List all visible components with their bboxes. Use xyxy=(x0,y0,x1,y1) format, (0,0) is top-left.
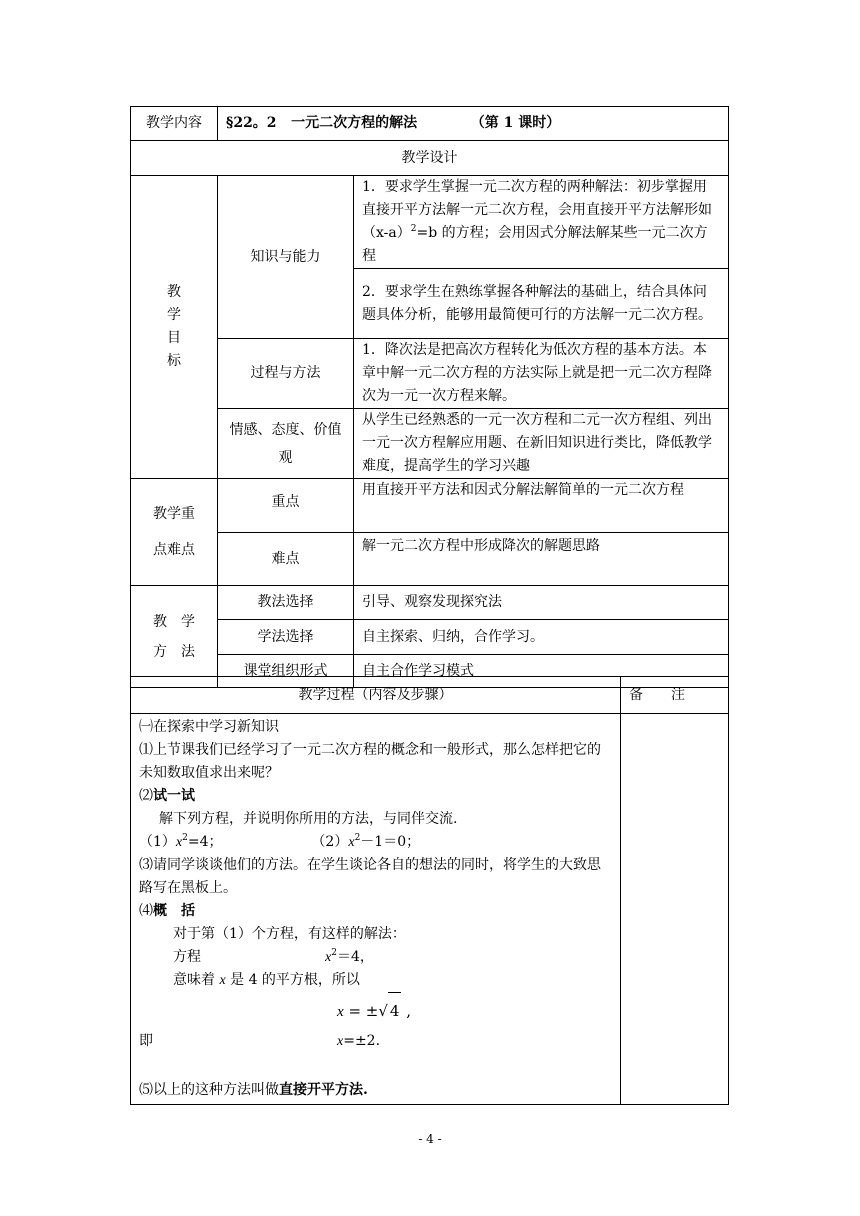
method-value-3: 自主合作学习模式 xyxy=(354,655,729,688)
process-header-row xyxy=(131,677,729,714)
method-value-1: 引导、观察发现探究法 xyxy=(354,586,729,620)
focus-text: 用直接开平方法和因式分解法解简单的一元二次方程 xyxy=(354,479,729,533)
key-points-label: 教学重 点难点 xyxy=(131,479,218,586)
meaning-line: 意味着 x 是 4 的平方根，所以 xyxy=(173,972,360,988)
method-label-2: 学法选择 xyxy=(218,620,354,655)
attitude-text: 从学生已经熟悉的一元一次方程和二元一次方程组、列出一元一次方程解应用题、在新旧知识进行类比，降低教学难度，提高学生的学习兴趣 xyxy=(354,409,729,479)
process-content xyxy=(131,714,621,1105)
equation-statement: 方程 $x^2=4$， xyxy=(173,948,374,965)
notes-cell xyxy=(621,714,729,1105)
focus-row xyxy=(131,479,729,533)
knowledge-row-1 xyxy=(131,176,729,269)
learning-method-row xyxy=(131,620,729,655)
method-label-1: 教法选择 xyxy=(218,586,354,620)
step-1: ㈠在探索中学习新知识 xyxy=(139,719,279,735)
header-row xyxy=(131,107,729,141)
sqrt-equation: x = ±√ 4 , xyxy=(139,992,612,1030)
lesson-plan-table xyxy=(130,106,729,688)
design-row xyxy=(131,141,729,176)
process-body-row xyxy=(131,714,729,1105)
summary-intro: 对于第（1）个方程，有这样的解法： xyxy=(173,926,406,942)
attitude-row xyxy=(131,409,729,479)
step-6: ⑸以上的这种方法叫做直接开平方法. xyxy=(139,1082,368,1098)
lesson-title xyxy=(218,107,729,141)
process-goal-row xyxy=(131,339,729,409)
knowledge-item-1: 1．要求学生掌握一元二次方程的两种解法：初步掌握用直接开平方法解一元二次方程，会用直接开平方法解形如$(x-a)^2=b$ 的方程；会用因式分解法解某些一元二次方程 xyxy=(354,176,729,269)
equations-line: $(1)x^2=4$； $(2)x^2-1=0$； xyxy=(139,833,421,850)
result-line: 即 x=±2. xyxy=(139,1033,381,1049)
step-5: ⑷概 括 xyxy=(139,903,195,919)
goals-label: 教 学 目 标 xyxy=(131,176,218,479)
focus-label: 重点 xyxy=(218,479,354,533)
spacer xyxy=(139,1053,612,1079)
design-heading: 教学设计 xyxy=(131,141,729,176)
teaching-method-row xyxy=(131,586,729,620)
process-table xyxy=(130,676,729,1105)
difficulty-text: 解一元二次方程中形成降次的解题思路 xyxy=(354,533,729,586)
difficulty-label: 难点 xyxy=(218,533,354,586)
knowledge-item-2: 2．要求学生在熟练掌握各种解法的基础上，结合具体问题具体分析，能够用最简便可行的方法解一元二次方程。 xyxy=(354,269,729,339)
step-3: ⑵试一试 xyxy=(139,788,195,804)
process-label: 过程与方法 xyxy=(218,339,354,409)
title-text: 一元二次方程的解法 xyxy=(291,115,418,131)
attitude-label: 情感、态度、价值 观 xyxy=(218,409,354,479)
step-4: ⑶请同学谈谈他们的方法。在学生谈论各自的想法的同时，将学生的大致思路写在黑板上。 xyxy=(139,857,601,896)
process-text: 1．降次法是把高次方程转化为低次方程的基本方法。本章中解一元二次方程的方法实际上就是把一元二次方程降次为一元一次方程来解。 xyxy=(354,339,729,409)
difficulty-row xyxy=(131,533,729,586)
section-number: §22。2 xyxy=(226,115,277,131)
step-3-instruction: 解下列方程，并说明你所用的方法，与同伴交流. xyxy=(159,811,458,827)
step-2: ⑴上节课我们已经学习了一元二次方程的概念和一般形式，那么怎样把它的未知数取值求出来呢？ xyxy=(139,742,601,781)
method-value-2: 自主探索、归纳，合作学习。 xyxy=(354,620,729,655)
methods-label: 教 学 方 法 xyxy=(131,586,218,688)
process-heading: 教学过程（内容及步骤） xyxy=(131,677,621,714)
notes-heading: 备 注 xyxy=(621,677,729,714)
page-number: - 4 - xyxy=(418,1132,442,1146)
method-label-3: 课堂组织形式 xyxy=(218,655,354,688)
knowledge-label: 知识与能力 xyxy=(218,176,354,339)
lesson-number: （第 1 课时） xyxy=(470,115,561,131)
content-label: 教学内容 xyxy=(131,107,218,141)
